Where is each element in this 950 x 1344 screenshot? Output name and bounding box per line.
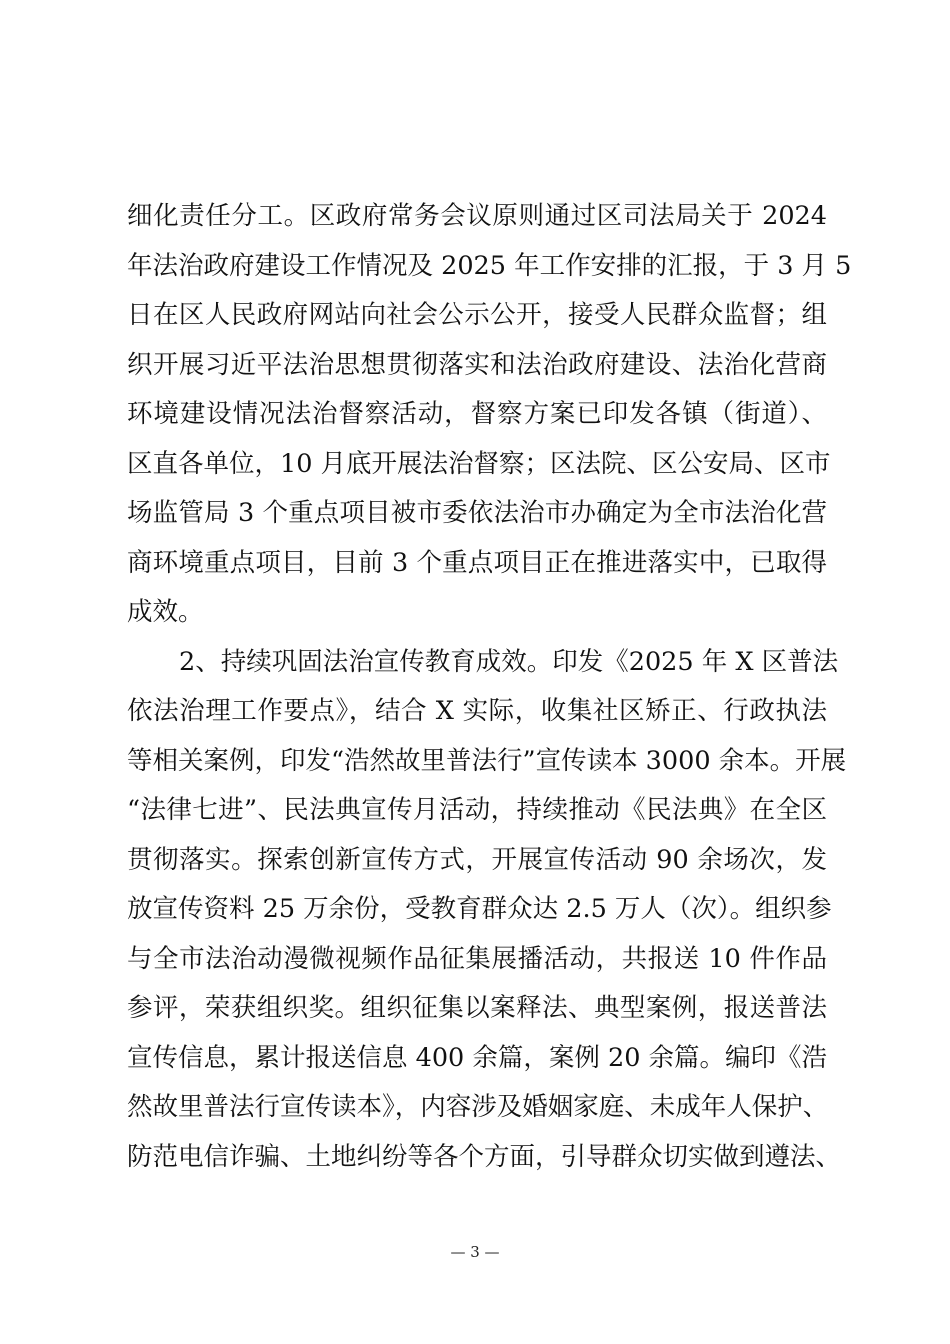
text-line: 依法治理工作要点》，结合 X 实际，收集社区矫正、行政执法 (127, 696, 827, 726)
text-line: 防范电信诈骗、土地纠纷等各个方面，引导群众切实做到遵法、 (127, 1141, 842, 1172)
text-line: “法律七进”、民法典宣传月活动，持续推动《民法典》在全区 (127, 795, 827, 825)
text-line: 商环境重点项目，目前 3 个重点项目正在推进落实中，已取得 (127, 547, 827, 578)
text-line: 参评，荣获组织奖。组织征集以案释法、典型案例，报送普法 (127, 993, 827, 1023)
section-heading-line: 2、持续巩固法治宣传教育成效。印发《2025 年 X 区普法 (179, 646, 839, 677)
text-line: 然故里普法行宣传读本》，内容涉及婚姻家庭、未成年人保护、 (127, 1092, 829, 1122)
text-line: 环境建设情况法治督察活动，督察方案已印发各镇（街道）、 (127, 399, 827, 429)
text-line: 场监管局 3 个重点项目被市委依法治市办确定为全市法治化营 (127, 498, 827, 528)
text-line: 成效。 (127, 597, 204, 627)
text-line: 等相关案例，印发“浩然故里普法行”宣传读本 3000 余本。开展 (127, 745, 847, 776)
text-line: 贯彻落实。探索创新宣传方式，开展宣传活动 90 余场次，发 (127, 844, 827, 875)
text-line: 日在区人民政府网站向社会公示公开，接受人民群众监督；组 (127, 300, 827, 330)
body-text (127, 192, 852, 1182)
text-line: 宣传信息，累计报送信息 400 余篇，案例 20 余篇。编印《浩 (127, 1042, 828, 1073)
text-line: 织开展习近平法治思想贯彻落实和法治政府建设、法治化营商 (127, 349, 827, 380)
text-line: 放宣传资料 25 万余份，受教育群众达 2.5 万人（次）。组织参 (127, 894, 832, 924)
text-line: 区直各单位，10 月底开展法治督察；区法院、区公安局、区市 (127, 448, 831, 479)
page-number: — 3 — (450, 1243, 500, 1261)
text-line: 细化责任分工。区政府常务会议原则通过区司法局关于 2024 (127, 201, 827, 231)
text-line: 与全市法治动漫微视频作品征集展播活动，共报送 10 件作品 (127, 943, 827, 974)
text-line: 年法治政府建设工作情况及 2025 年工作安排的汇报，于 3 月 5 (127, 250, 852, 281)
